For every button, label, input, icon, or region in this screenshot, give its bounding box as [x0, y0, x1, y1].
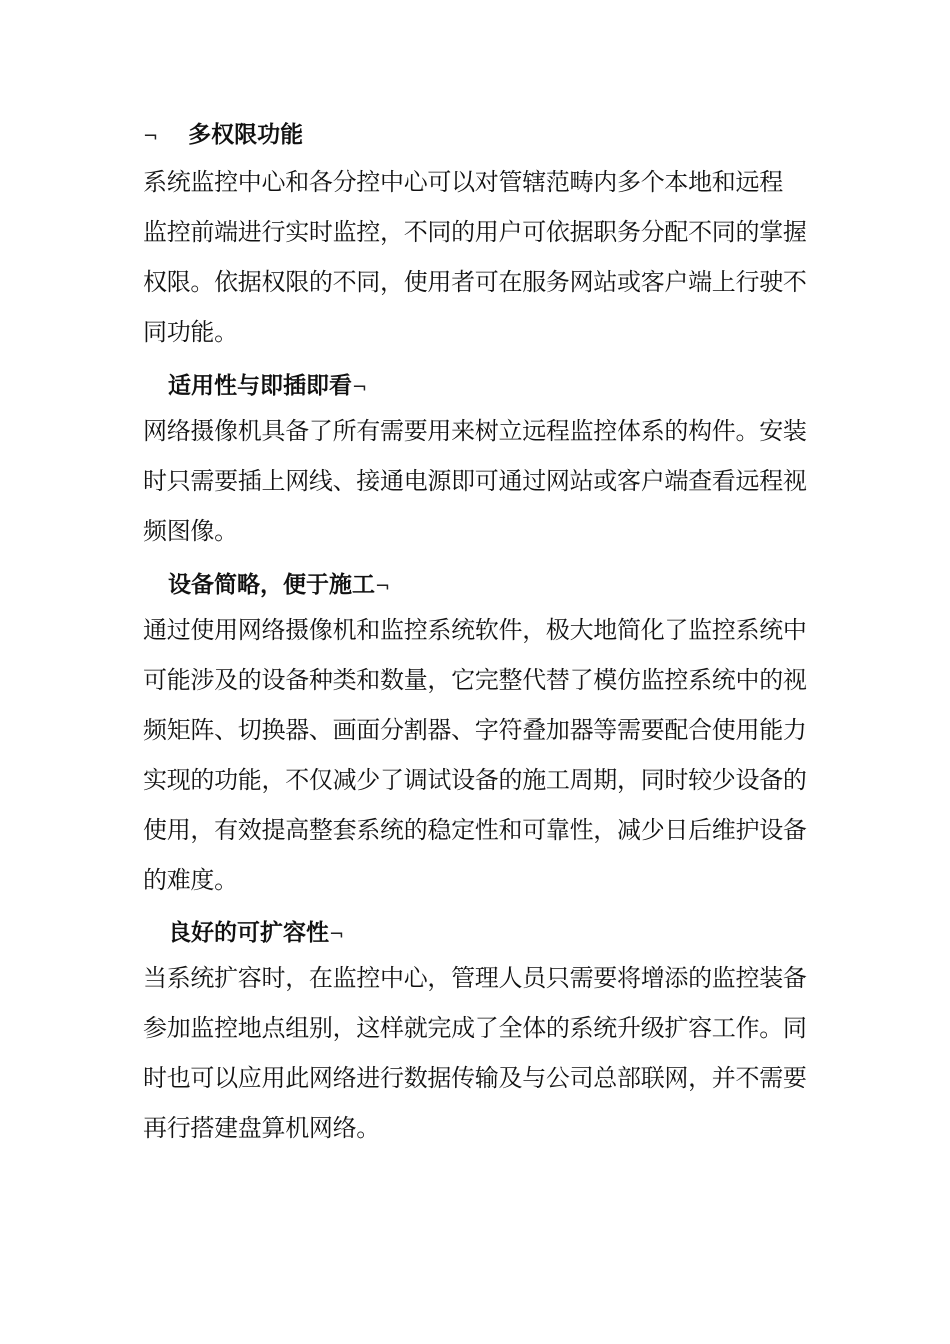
list-mark: ¬: [329, 924, 345, 945]
list-mark: ¬: [143, 126, 159, 147]
paragraph-line: 频矩阵、切换器、画面分割器、字符叠加器等需要配合使用能力: [143, 716, 807, 744]
heading-text: 良好的可扩容性: [168, 920, 329, 946]
heading-text: 多权限功能: [188, 122, 304, 148]
paragraph-line: 通过使用网络摄像机和监控系统软件，极大地简化了监控系统中: [143, 616, 807, 644]
section-paragraph: [143, 157, 823, 357]
section-paragraph: [143, 406, 823, 556]
paragraph-line: 频图像。: [143, 517, 238, 545]
section-paragraph: [143, 605, 823, 905]
section-heading: [168, 570, 848, 600]
paragraph-line: 的难度。: [143, 866, 238, 894]
paragraph-line: 实现的功能，不仅减少了调试设备的施工周期，同时较少设备的: [143, 766, 807, 794]
paragraph-line: 当系统扩容时，在监控中心，管理人员只需要将增添的监控装备: [143, 964, 807, 992]
section-paragraph: [143, 953, 823, 1153]
section-heading: [168, 371, 848, 401]
list-mark: ¬: [375, 576, 391, 597]
paragraph-line: 参加监控地点组别，这样就完成了全体的系统升级扩容工作。同: [143, 1014, 807, 1042]
paragraph-line: 网络摄像机具备了所有需要用来树立远程监控体系的构件。安装: [143, 417, 807, 445]
paragraph-line: 可能涉及的设备种类和数量，它完整代替了模仿监控系统中的视: [143, 666, 807, 694]
paragraph-line: 监控前端进行实时监控，不同的用户可依据职务分配不同的掌握: [143, 218, 807, 246]
paragraph-line: 时也可以应用此网络进行数据传输及与公司总部联网，并不需要: [143, 1064, 807, 1092]
paragraph-line: 时只需要插上网线、接通电源即可通过网站或客户端查看远程视: [143, 467, 807, 495]
list-mark: ¬: [352, 377, 368, 398]
section-heading: [168, 918, 848, 948]
paragraph-line: 使用，有效提高整套系统的稳定性和可靠性，减少日后维护设备: [143, 816, 807, 844]
paragraph-line: 再行搭建盘算机网络。: [143, 1114, 380, 1142]
heading-text: 适用性与即插即看: [168, 373, 352, 399]
paragraph-line: 系统监控中心和各分控中心可以对管辖范畴内多个本地和远程: [143, 168, 783, 196]
paragraph-line: 同功能。: [143, 318, 238, 346]
section-heading: [143, 120, 823, 150]
heading-text: 设备简略，便于施工: [168, 572, 375, 598]
paragraph-line: 权限。依据权限的不同，使用者可在服务网站或客户端上行驶不: [143, 268, 807, 296]
